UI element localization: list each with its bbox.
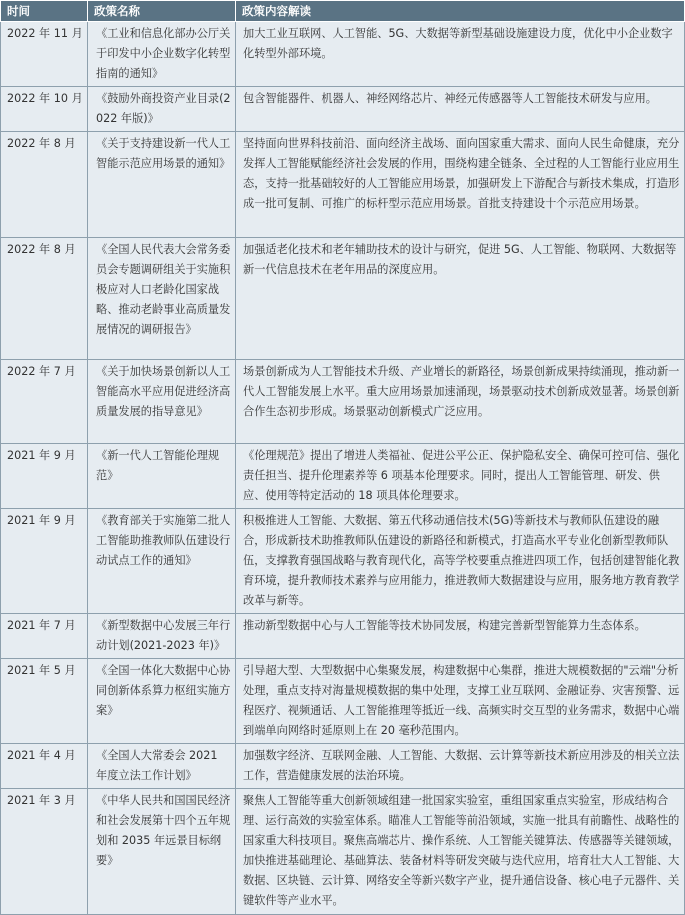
header-policy-content: 政策内容解读 [236,1,685,22]
table-row [1,22,685,87]
row-time: 2021 年 9 月 [1,509,88,614]
table-row [1,789,685,915]
row-policy-name: 《全国一体化大数据中心协同创新体系算力枢纽实施方案》 [88,659,236,744]
row-time: 2021 年 9 月 [1,444,88,509]
row-policy-name: 《新型数据中心发展三年行动计划(2021-2023 年)》 [88,614,236,659]
table-row [1,87,685,132]
row-policy-content: 加大工业互联网、人工智能、5G、大数据等新型基础设施建设力度，优化中小企业数字化转型外部环境。 [236,22,685,87]
table-row [1,444,685,509]
row-time: 2022 年 10 月 [1,87,88,132]
row-policy-content: 推动新型数据中心与人工智能等技术协同发展，构建完善新型智能算力生态体系。 [236,614,685,659]
row-time: 2022 年 11 月 [1,22,88,87]
table-row [1,360,685,444]
row-policy-content: 坚持面向世界科技前沿、面向经济主战场、面向国家重大需求、面向人民生命健康，充分发挥人工智能赋能经济社会发展的作用，围绕构建全链条、全过程的人工智能行业应用生态，支持一批基础较好的人工智能应用场景，加强研发上下游配合与新技术集成，打造形成一批可复制、可推广的标杆型示范应用场景。首批支持建设十个示范应用场景。 [236,132,685,238]
row-time: 2022 年 8 月 [1,132,88,238]
row-policy-name: 《关于加快场景创新以人工智能高水平应用促进经济高质量发展的指导意见》 [88,360,236,444]
row-policy-content: 加强适老化技术和老年辅助技术的设计与研究，促进 5G、人工智能、物联网、大数据等新一代信息技术在老年用品的深度应用。 [236,238,685,360]
row-policy-name: 《鼓励外商投资产业目录(2022 年版)》 [88,87,236,132]
table-header-row [1,1,685,22]
row-time: 2022 年 7 月 [1,360,88,444]
table-row [1,744,685,789]
row-policy-name: 《全国人民代表大会常务委员会专题调研组关于实施积极应对人口老龄化国家战略、推动老龄事业高质量发展情况的调研报告》 [88,238,236,360]
row-policy-content: 加强数字经济、互联网金融、人工智能、大数据、云计算等新技术新应用涉及的相关立法工作，营造健康发展的法治环境。 [236,744,685,789]
row-policy-content: 场景创新成为人工智能技术升级、产业增长的新路径，场景创新成果持续涌现，推动新一代人工智能发展上水平。重大应用场景加速涌现，场景驱动技术创新成效显著。场景创新合作生态初步形成。场景驱动创新模式广泛应用。 [236,360,685,444]
row-policy-name: 《工业和信息化部办公厅关于印发中小企业数字化转型指南的通知》 [88,22,236,87]
row-policy-content: 包含智能器件、机器人、神经网络芯片、神经元传感器等人工智能技术研发与应用。 [236,87,685,132]
table-row [1,238,685,360]
row-time: 2021 年 5 月 [1,659,88,744]
row-policy-content: 《伦理规范》提出了增进人类福祉、促进公平公正、保护隐私安全、确保可控可信、强化责任担当、提升伦理素养等 6 项基本伦理要求。同时，提出人工智能管理、研发、供应、使用等特定活动的 18 项具体伦理要求。 [236,444,685,509]
header-policy-name: 政策名称 [88,1,236,22]
table-row [1,659,685,744]
row-policy-name: 《教育部关于实施第二批人工智能助推教师队伍建设行动试点工作的通知》 [88,509,236,614]
row-policy-content: 引导超大型、大型数据中心集聚发展，构建数据中心集群，推进大规模数据的"云端"分析处理，重点支持对海量规模数据的集中处理，支撑工业互联网、金融证券、灾害预警、远程医疗、视频通话、人工智能推理等抵近一线、高频实时交互型的业务需求，数据中心端到端单向网络时延原则上在 20 毫秒范围内。 [236,659,685,744]
row-time: 2021 年 3 月 [1,789,88,915]
row-policy-content: 积极推进人工智能、大数据、第五代移动通信技术(5G)等新技术与教师队伍建设的融合，形成新技术助推教师队伍建设的新路径和新模式，打造高水平专业化创新型教师队伍，支撑教育强国战略与教育现代化，高等学校要重点推进四项工作，包括创建智能化教育环境，提升教师技术素养与应用能力，推进教师大数据建设与应用，服务地方教育教学改革与新等。 [236,509,685,614]
table-row [1,509,685,614]
row-time: 2021 年 7 月 [1,614,88,659]
row-policy-content: 聚焦人工智能等重大创新领域组建一批国家实验室，重组国家重点实验室，形成结构合理、运行高效的实验室体系。瞄准人工智能等前沿领域，实施一批具有前瞻性、战略性的国家重大科技项目。聚焦高端芯片、操作系统、人工智能关键算法、传感器等关键领域，加快推进基础理论、基础算法、装备材料等研发突破与迭代应用，培育壮大人工智能、大数据、区块链、云计算、网络安全等新兴数字产业，提升通信设备、核心电子元器件、关键软件等产业水平。 [236,789,685,915]
header-time: 时间 [1,1,88,22]
table-row [1,614,685,659]
row-policy-name: 《关于支持建设新一代人工智能示范应用场景的通知》 [88,132,236,238]
row-time: 2022 年 8 月 [1,238,88,360]
row-time: 2021 年 4 月 [1,744,88,789]
row-policy-name: 《新一代人工智能伦理规范》 [88,444,236,509]
row-policy-name: 《全国人大常委会 2021 年度立法工作计划》 [88,744,236,789]
table-row [1,132,685,238]
row-policy-name: 《中华人民共和国国民经济和社会发展第十四个五年规划和 2035 年远景目标纲要》 [88,789,236,915]
